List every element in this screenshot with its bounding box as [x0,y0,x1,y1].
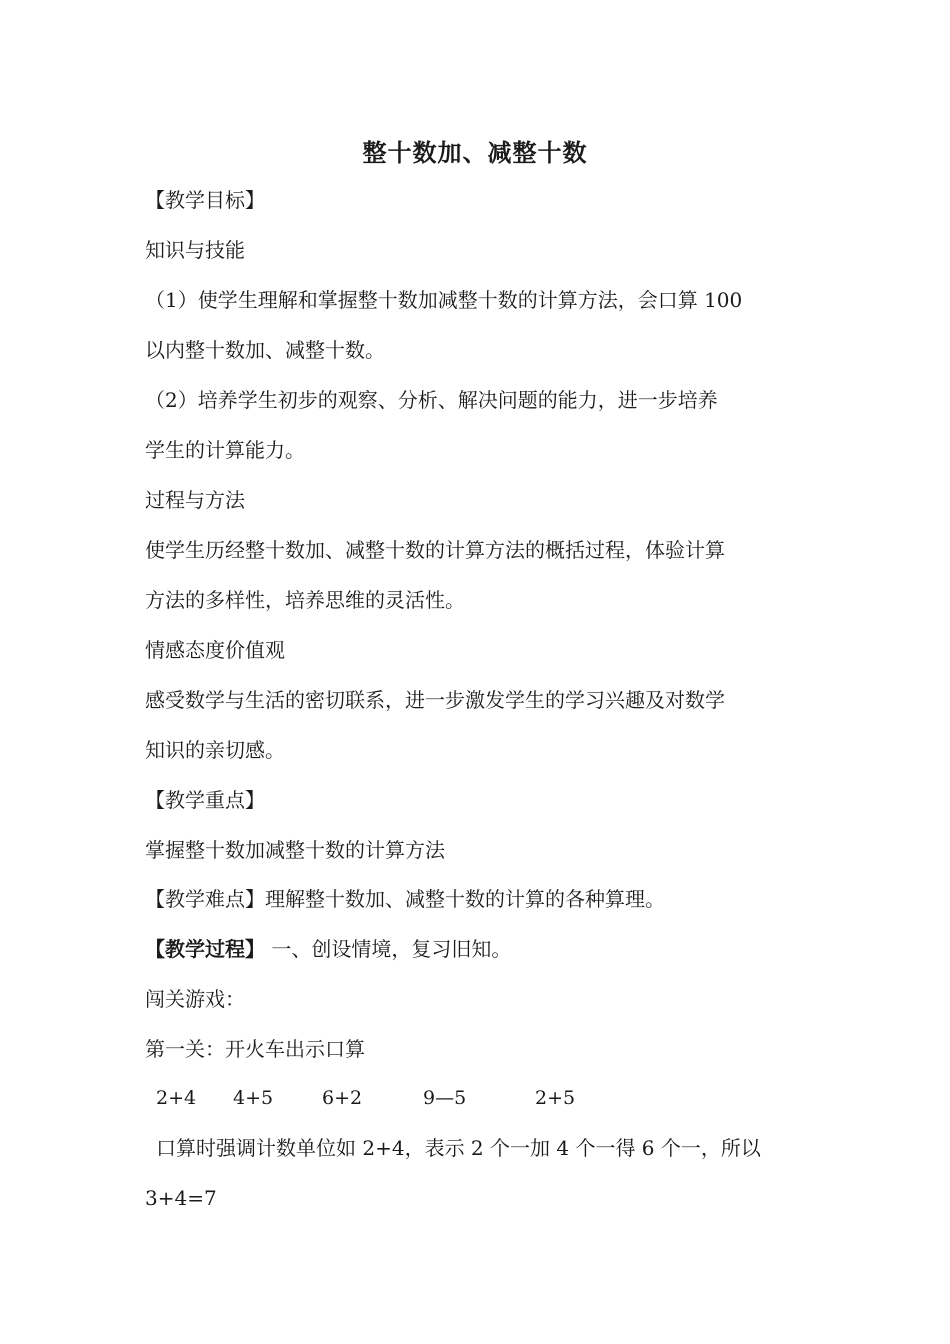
paragraph-closing-b: 3+4=7 [145,1186,217,1210]
subheading-knowledge-skills: 知识与技能 [145,238,245,262]
subheading-process-method: 过程与方法 [145,488,245,512]
paragraph-goal-2a: （2）培养学生初步的观察、分析、解决问题的能力，进一步培养 [145,388,718,412]
paragraph-goal-1b: 以内整十数加、减整十数。 [145,338,385,362]
subheading-emotion-values: 情感态度价值观 [145,638,285,662]
paragraph-goal-2b: 学生的计算能力。 [145,438,305,462]
document-title: 整十数加、减整十数 [362,138,588,167]
paragraph-closing-a: 口算时强调计数单位如 2+4，表示 2 个一加 4 个一得 6 个一，所以 [156,1136,761,1160]
expression-4: 9—5 [423,1087,467,1109]
paragraph-key-points: 掌握整十数加减整十数的计算方法 [145,838,445,862]
expression-3: 6+2 [322,1087,363,1109]
expression-1: 2+4 [156,1087,197,1109]
section-label-teaching-process: 【教学过程】 [145,937,265,961]
paragraph-level-one: 第一关：开火车出示口算 [145,1037,365,1061]
heading-key-points: 【教学重点】 [145,788,265,812]
paragraph-difficulties: 【教学难点】理解整十数加、减整十数的计算的各种算理。 [145,887,665,911]
expression-2: 4+5 [233,1087,274,1109]
paragraph-goal-1a: （1）使学生理解和掌握整十数加减整十数的计算方法，会口算 100 [145,288,743,312]
paragraph-process-a: 使学生历经整十数加、减整十数的计算方法的概括过程，体验计算 [145,538,725,562]
expression-5: 2+5 [535,1087,576,1109]
heading-teaching-goals: 【教学目标】 [145,188,265,212]
paragraph-process-b: 方法的多样性，培养思维的灵活性。 [145,588,465,612]
paragraph-emotion-a: 感受数学与生活的密切联系，进一步激发学生的学习兴趣及对数学 [145,688,725,712]
paragraph-emotion-b: 知识的亲切感。 [145,738,285,762]
paragraph-game: 闯关游戏： [145,987,245,1011]
heading-teaching-process: 【教学过程】 一、创设情境，复习旧知。 [145,937,512,961]
